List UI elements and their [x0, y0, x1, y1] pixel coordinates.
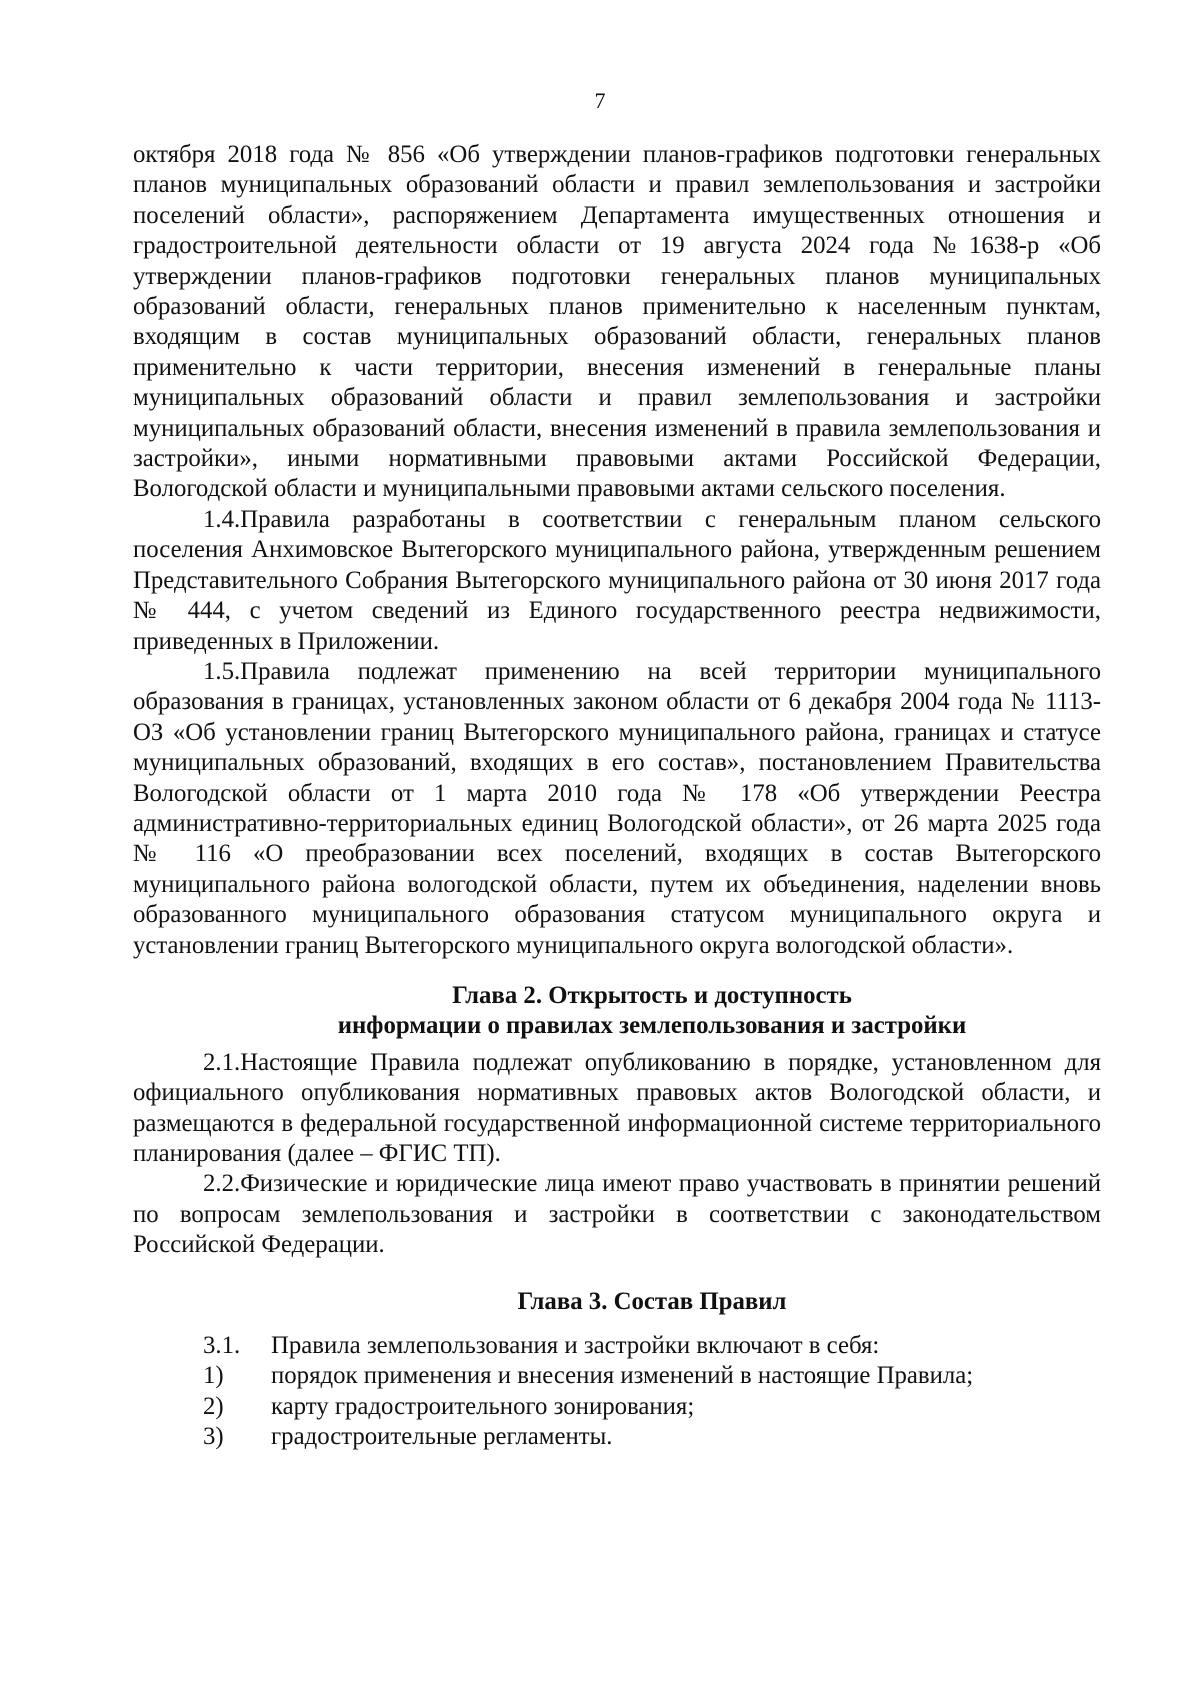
composition-list: [133, 1331, 1101, 1453]
paragraph-1-4: 1.4.Правила разработаны в соответствии с генеральным планом сельского поселения Анхимовское Вытегорского муниципального района, утвержденным решением Представительного Собрания Вытегорского муниципального района от 30 июня 2017 года № 444, с учетом сведений из Единого государственного реестра недвижимости, приведенных в Приложении.: [133, 505, 1101, 655]
list-item-text: порядок применения и внесения изменений в настоящие Правила;: [271, 1362, 974, 1390]
list-item: [133, 1422, 1101, 1452]
list-item-number: 1): [203, 1362, 224, 1390]
paragraph-2-2: 2.2.Физические и юридические лица имеют право участвовать в принятии решений по вопросам землепользования и застройки в соответствии с законодательством Российской Федерации.: [133, 1170, 1101, 1259]
list-item-text: Правила землепользования и застройки включают в себя:: [271, 1332, 880, 1360]
list-item-number: 3.1.: [203, 1332, 241, 1360]
chapter-3-heading: Глава 3. Состав Правил: [517, 1287, 787, 1315]
list-item: [133, 1331, 1101, 1361]
list-item-text: карту градостроительного зонирования;: [271, 1392, 695, 1420]
list-item: [133, 1361, 1101, 1391]
page-number: 7: [594, 88, 606, 113]
list-item-text: градостроительные регламенты.: [271, 1423, 613, 1451]
paragraph-2-1: 2.1.Настоящие Правила подлежат опубликованию в порядке, установленном для официального опубликования нормативных правовых актов Вологодской области, и размещаются в федеральной государственной информационной системе территориального планирования (далее – ФГИС ТП).: [133, 1048, 1101, 1167]
chapter-2-title-line-1: Глава 2. Открытость и доступность: [452, 981, 852, 1009]
paragraph-1-5: 1.5.Правила подлежат применению на всей территории муниципального образования в границах, установленных законом области от 6 декабря 2004 года № 1113-ОЗ «Об установлении границ Вытегорского муниципального района, границах и статусе муниципальных образований, входящих в его состав», постановлением Правительства Вологодской области от 1 марта 2010 года № 178 «Об утверждении Реестра административно-территориальных единиц Вологодской области», от 26 марта 2025 года № 116 «О преобразовании всех поселений, входящих в состав Вытегорского муниципального района вологодской области, путем их объединения, наделении вновь образованного муниципального образования статусом муниципального округа и установлении границ Вытегорского муниципального округа вологодской области».: [133, 657, 1101, 959]
document-body: [133, 140, 1101, 1453]
paragraph-continuation: октября 2018 года № 856 «Об утверждении планов-графиков подготовки генеральных планов муниципальных образований области и правил землепользования и застройки поселений области», распоряжением Департамента имущественных отношения и градостроительной деятельности области от 19 августа 2024 года №1638-р «Об утверждении планов-графиков подготовки генеральных планов муниципальных образований области, генеральных планов применительно к населенным пунктам, входящим в состав муниципальных образований области, генеральных планов применительно к части территории, внесения изменений в генеральные планы муниципальных образований области и правил землепользования и застройки муниципальных образований области, внесения изменений в правила землепользования и застройки», иными нормативными правовыми актами Российской Федерации, Вологодской области и муниципальными правовыми актами сельского поселения.: [133, 141, 1101, 503]
list-item-number: 3): [203, 1423, 224, 1451]
chapter-2-heading: [133, 981, 1101, 1042]
list-item-number: 2): [203, 1392, 224, 1420]
chapter-2-title-line-2: информации о правилах землепользования и застройки: [337, 1012, 967, 1040]
list-item: [133, 1392, 1101, 1422]
